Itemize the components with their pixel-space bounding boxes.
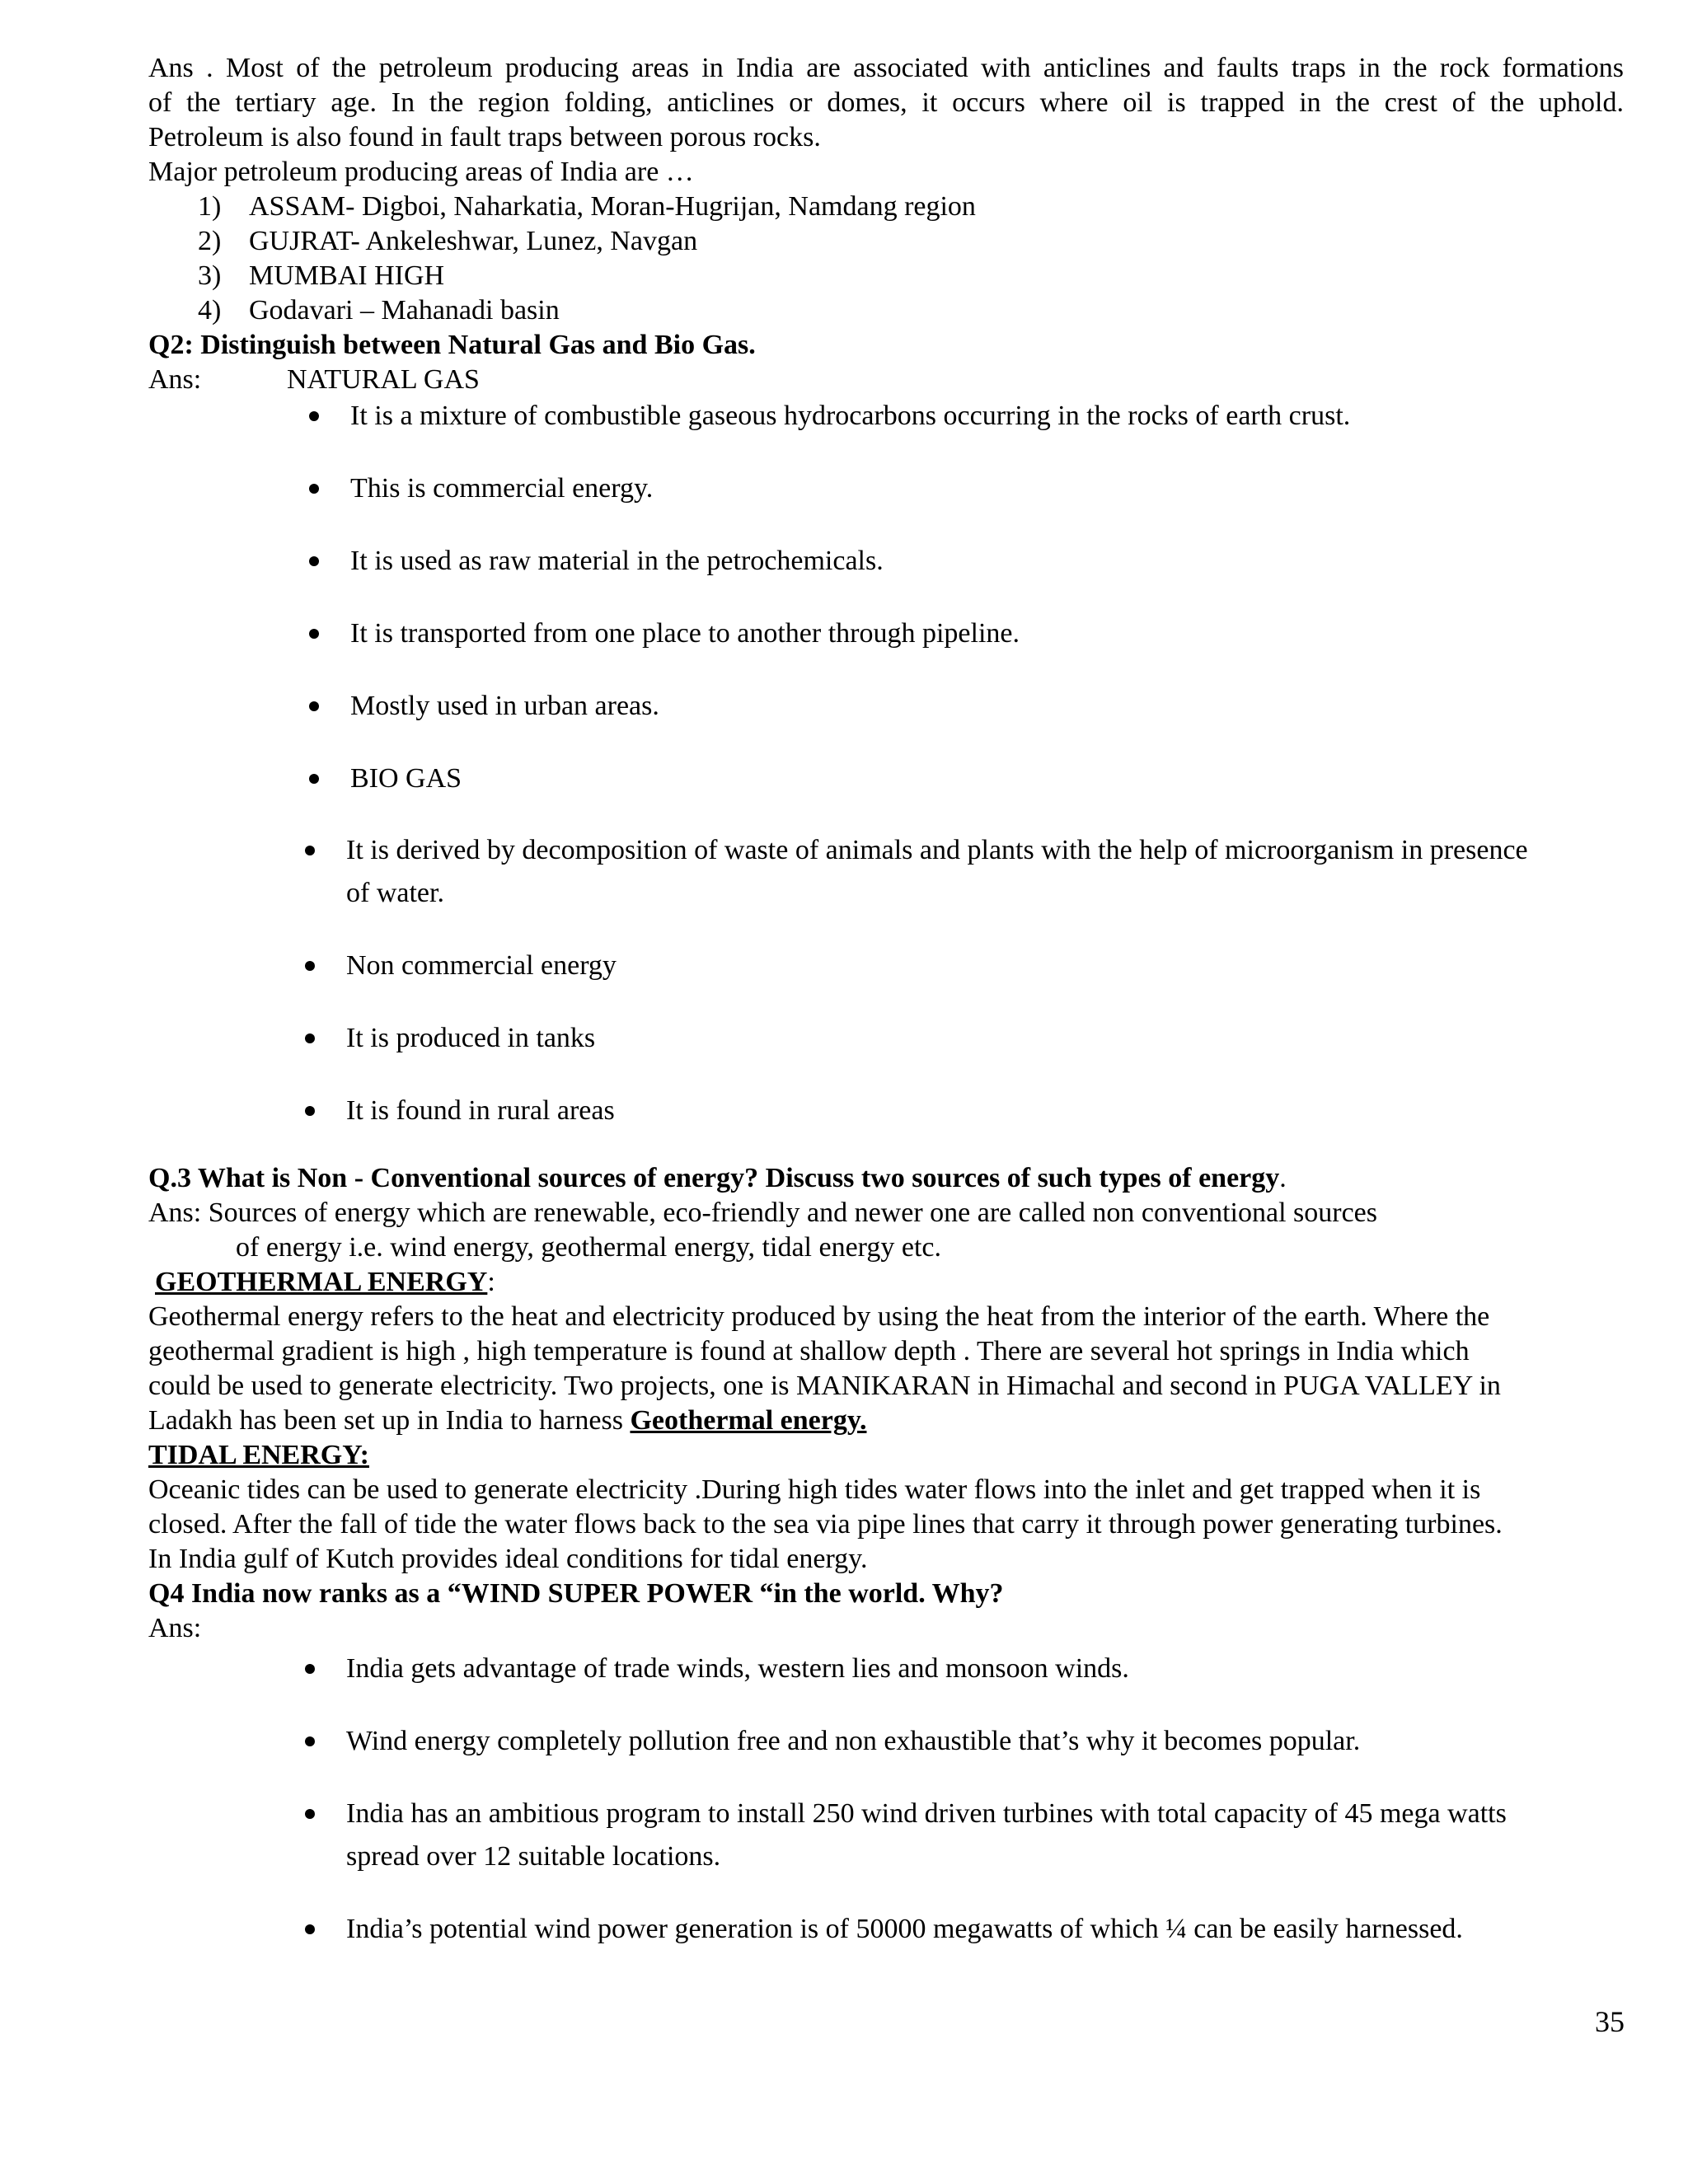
- text-line: closed. After the fall of tide the water flows back to the sea via pipe lines that carry it through power generating turbines.: [148, 1509, 1503, 1540]
- text-line: In India gulf of Kutch provides ideal conditions for tidal energy.: [148, 1544, 868, 1574]
- text-line: Geothermal energy refers to the heat and electricity produced by using the heat from the interior of the earth. Where the: [148, 1301, 1490, 1332]
- bullet-icon: [309, 701, 319, 711]
- bullet-text: This is commercial energy.: [350, 473, 654, 504]
- geothermal-paragraph: [148, 1300, 1624, 1438]
- bullet-text: Mostly used in urban areas.: [350, 691, 659, 721]
- bullet-icon: [309, 484, 319, 494]
- q2-question: Q2: Distinguish between Natural Gas and Bio Gas.: [148, 330, 756, 360]
- bullet-text: BIO GAS: [350, 763, 462, 794]
- q2-answer-label: [148, 363, 1624, 397]
- bullet-icon: [309, 411, 319, 421]
- q3-answer-line: Ans: Sources of energy which are renewable, eco-friendly and newer one are called non conventional sources: [148, 1197, 1377, 1228]
- bullet-text: It is found in rural areas: [346, 1095, 615, 1126]
- ans-label: Ans:: [148, 364, 202, 395]
- bullet-item: [297, 1094, 1632, 1128]
- natural-gas-bullets: [301, 399, 1636, 834]
- bullet-icon: [305, 961, 315, 971]
- bullet-icon: [305, 1809, 315, 1819]
- list-item: 2) GUJRAT- Ankeleshwar, Lunez, Navgan: [198, 226, 698, 256]
- list-item: 3) MUMBAI HIGH: [198, 260, 445, 291]
- list-item: 1) ASSAM- Digboi, Naharkatia, Moran-Hugrijan, Namdang region: [198, 191, 976, 222]
- tidal-heading: TIDAL ENERGY:: [148, 1440, 369, 1470]
- bullet-text: It is used as raw material in the petrochemicals.: [350, 546, 884, 576]
- bullet-item: [297, 1724, 1632, 1759]
- bullet-item: [297, 833, 1632, 911]
- text-line: could be used to generate electricity. Two projects, one is MANIKARAN in Himachal and second in PUGA VALLEY in: [148, 1371, 1501, 1401]
- bullet-text: India’s potential wind power generation is of 50000 megawatts of which ¼ can be easily harnessed.: [346, 1914, 1463, 1944]
- q3-question: Q.3 What is Non - Conventional sources of energy? Discuss two sources of such types of energy.: [148, 1163, 1287, 1193]
- petroleum-areas-list: [198, 190, 976, 328]
- bullet-icon: [305, 1736, 315, 1746]
- natural-gas-heading: NATURAL GAS: [287, 364, 480, 395]
- page-number: 35: [1595, 2005, 1625, 2038]
- text-line: geothermal gradient is high , high temperature is found at shallow depth . There are several hot springs in India which: [148, 1336, 1470, 1366]
- text-line: Major petroleum producing areas of India are …: [148, 157, 694, 187]
- q1-answer-paragraph: [148, 51, 1624, 190]
- bullet-text: of water.: [346, 878, 444, 908]
- bullet-item: [301, 762, 1636, 796]
- text-line: of the tertiary age. In the region folding, anticlines or domes, it occurs where oil is trapped in the crest of the uphold.: [148, 87, 1624, 118]
- q4-answer-label: Ans:: [148, 1613, 202, 1643]
- bullet-icon: [309, 629, 319, 639]
- bullet-item: [301, 616, 1636, 651]
- bullet-item: [297, 1652, 1632, 1686]
- bullet-item: [301, 689, 1636, 724]
- tidal-paragraph: [148, 1473, 1624, 1577]
- bullet-text: India gets advantage of trade winds, western lies and monsoon winds.: [346, 1653, 1129, 1684]
- bullet-text: It is produced in tanks: [346, 1023, 596, 1053]
- q3-answer-line: of energy i.e. wind energy, geothermal energy, tidal energy etc.: [236, 1232, 941, 1263]
- text-line: Ans . Most of the petroleum producing areas in India are associated with anticlines and faults traps in the rock formations: [148, 53, 1624, 83]
- bullet-item: [297, 1912, 1632, 1947]
- bullet-icon: [305, 846, 315, 855]
- bullet-text: India has an ambitious program to install 250 wind driven turbines with total capacity of 45 mega watts: [346, 1798, 1507, 1829]
- bullet-text: Wind energy completely pollution free and non exhaustible that’s why it becomes popular.: [346, 1726, 1361, 1756]
- bullet-item: [297, 1797, 1632, 1874]
- bullet-item: [301, 544, 1636, 579]
- bullet-text: spread over 12 suitable locations.: [346, 1841, 721, 1872]
- bullet-icon: [305, 1924, 315, 1934]
- bullet-text: It is a mixture of combustible gaseous hydrocarbons occurring in the rocks of earth crust.: [350, 401, 1351, 431]
- bullet-text: Non commercial energy: [346, 950, 617, 981]
- bullet-icon: [305, 1033, 315, 1043]
- bullet-icon: [309, 556, 319, 566]
- text-line: Petroleum is also found in fault traps between porous rocks.: [148, 122, 821, 152]
- bullet-icon: [305, 1106, 315, 1116]
- bullet-item: [301, 399, 1636, 434]
- bullet-text: It is transported from one place to another through pipeline.: [350, 618, 1020, 649]
- q4-bullets: [297, 1652, 1632, 1985]
- bio-gas-bullets: [297, 833, 1632, 1166]
- q4-question: Q4 India now ranks as a “WIND SUPER POWER “in the world. Why?: [148, 1578, 1004, 1609]
- bullet-item: [297, 949, 1632, 983]
- bullet-icon: [305, 1664, 315, 1674]
- bullet-icon: [309, 774, 319, 784]
- text-line: Oceanic tides can be used to generate electricity .During high tides water flows into the inlet and get trapped when it is: [148, 1474, 1481, 1505]
- bullet-text: It is derived by decomposition of waste of animals and plants with the help of microorganism in presence: [346, 835, 1528, 865]
- bullet-item: [301, 471, 1636, 506]
- geothermal-heading: GEOTHERMAL ENERGY:: [155, 1267, 495, 1297]
- list-item: 4) Godavari – Mahanadi basin: [198, 295, 560, 326]
- bullet-item: [297, 1021, 1632, 1056]
- text-line: Ladakh has been set up in India to harness Geothermal energy.: [148, 1405, 867, 1436]
